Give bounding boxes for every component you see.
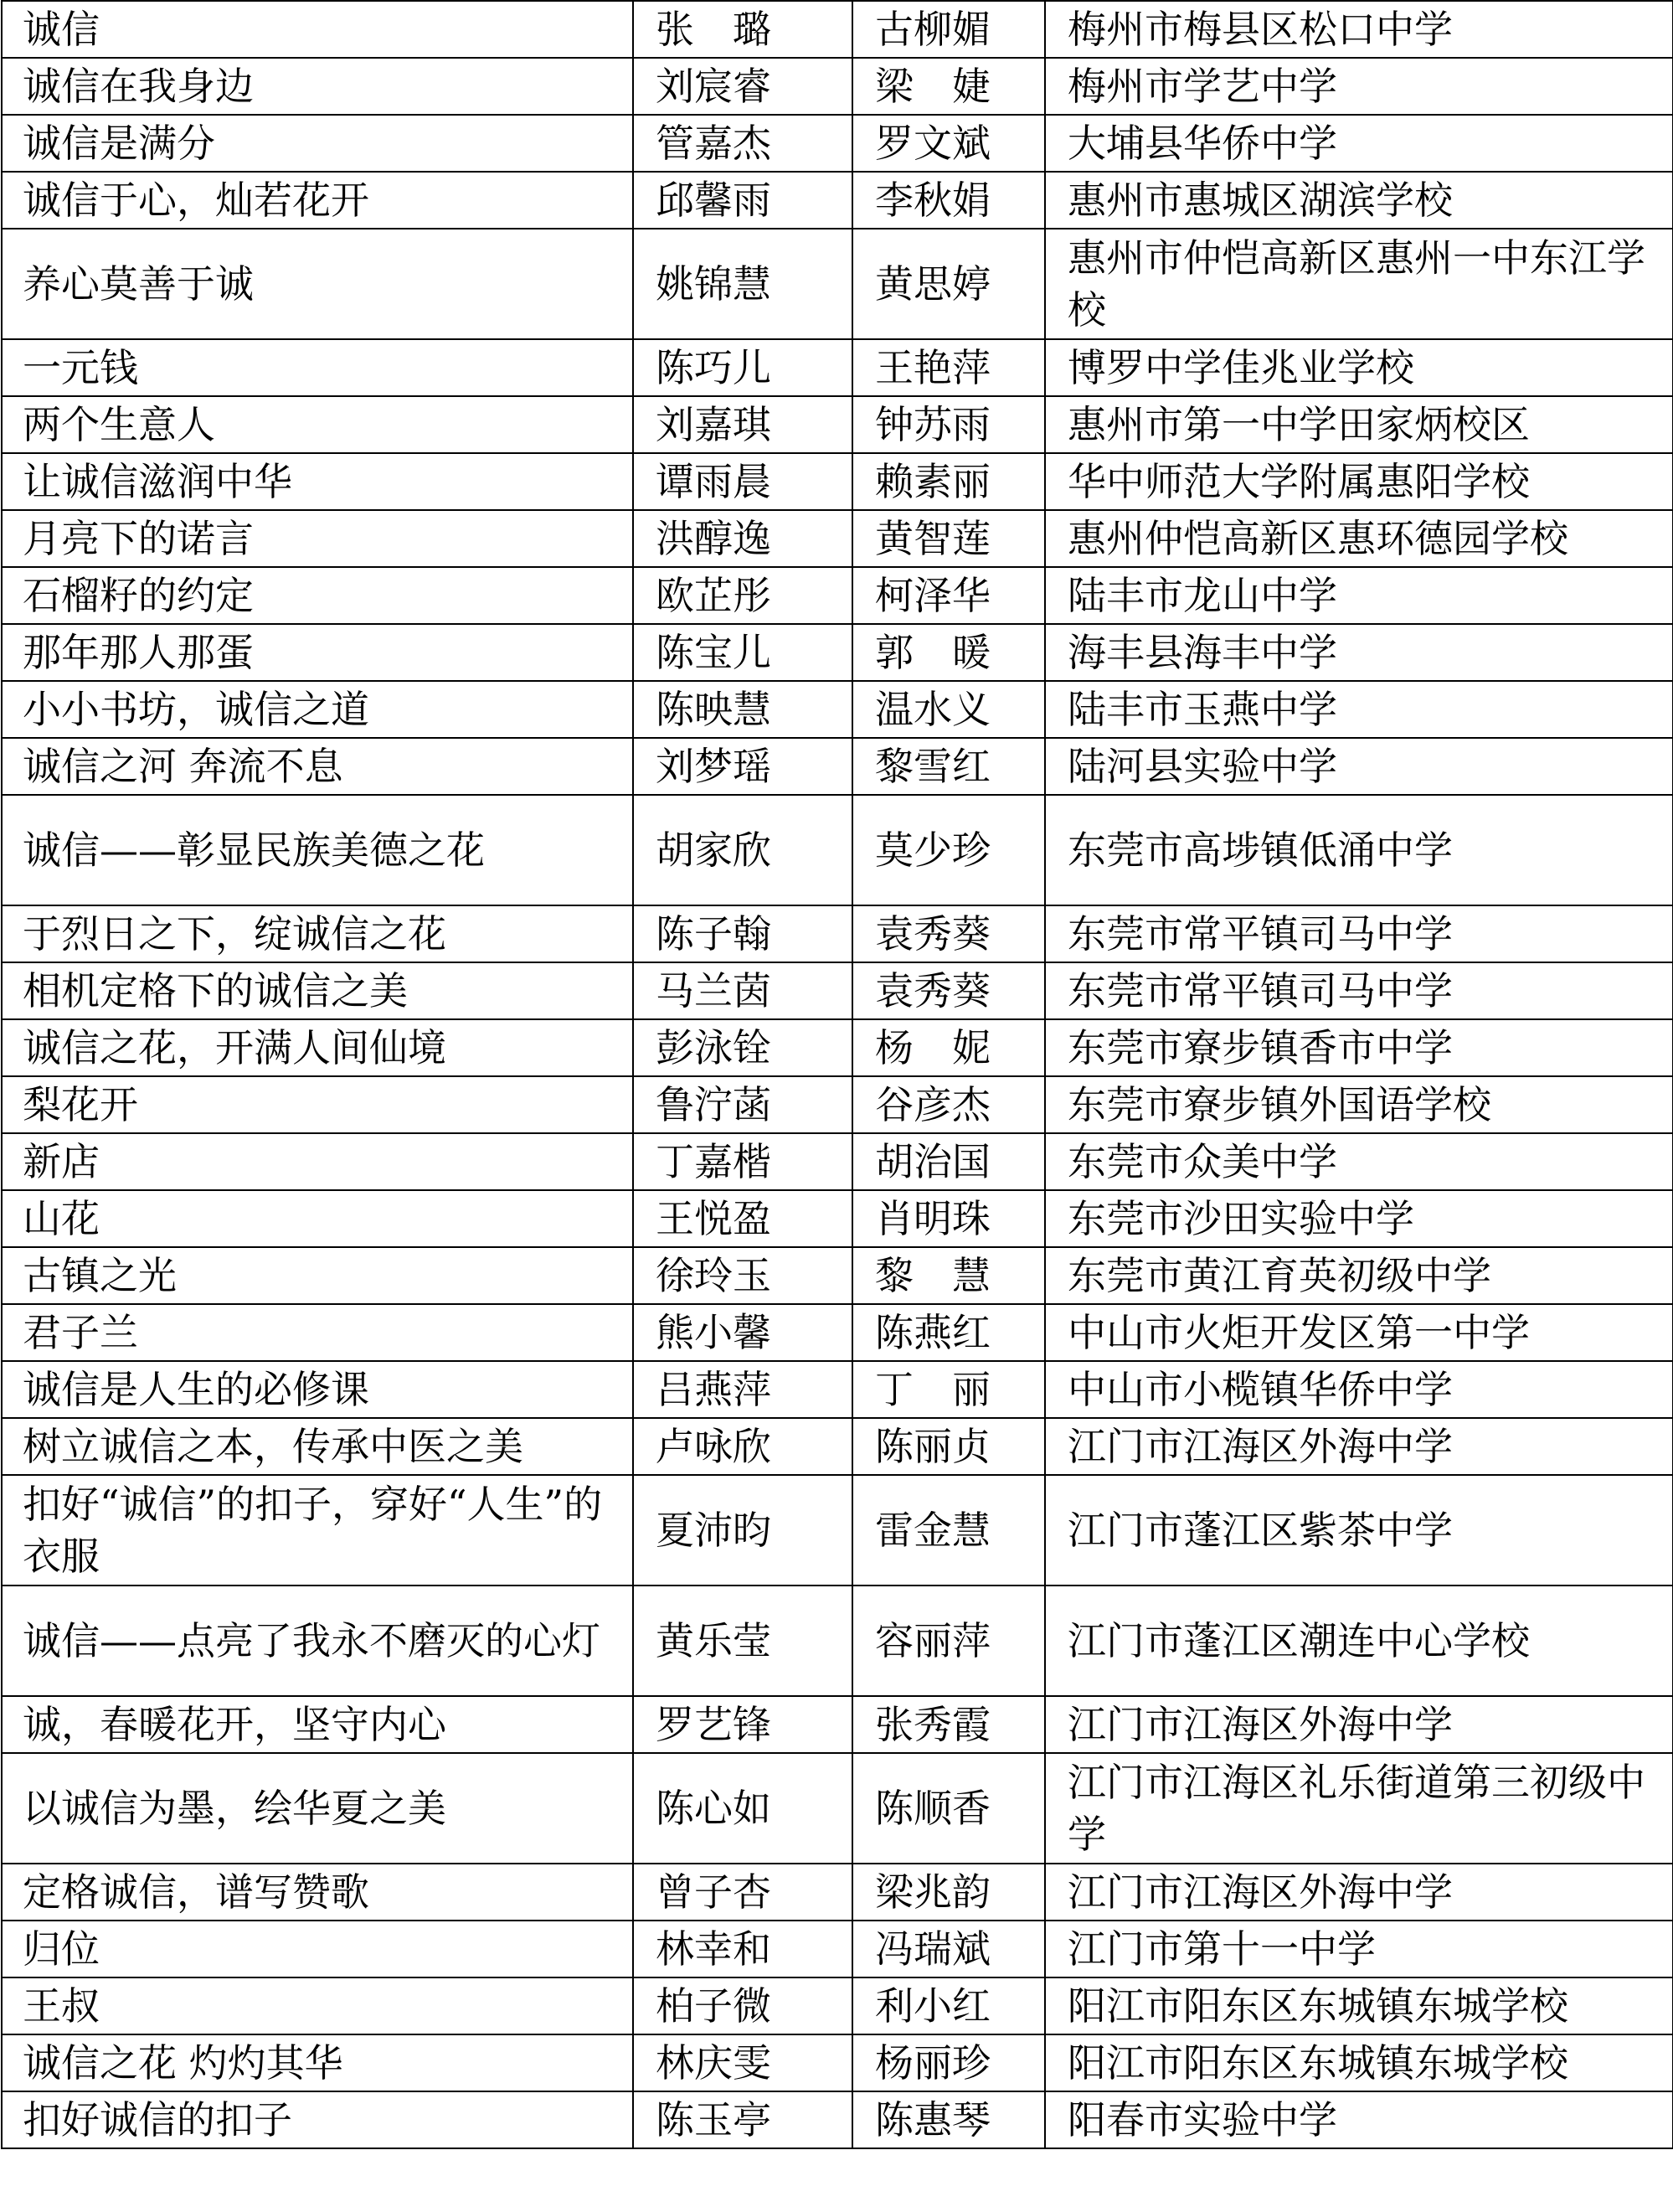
- table-row: [2, 795, 1673, 905]
- student-name-cell: 刘嘉琪: [633, 396, 852, 453]
- teacher-name-cell: 张秀霞: [852, 1696, 1045, 1753]
- table-row: [2, 1133, 1673, 1190]
- teacher-name-cell: 丁 丽: [852, 1361, 1045, 1418]
- teacher-name-cell: 古柳媚: [852, 1, 1045, 58]
- student-name-cell: 林幸和: [633, 1921, 852, 1977]
- student-name-cell: 陈映慧: [633, 681, 852, 738]
- student-name-cell: 陈玉亭: [633, 2091, 852, 2148]
- school-name-cell: 中山市火炬开发区第一中学: [1045, 1304, 1673, 1361]
- school-name-cell: 陆河县实验中学: [1045, 738, 1673, 795]
- student-name-cell: 刘宸睿: [633, 58, 852, 115]
- table-row: [2, 1418, 1673, 1475]
- school-name-cell: 江门市江海区外海中学: [1045, 1696, 1673, 1753]
- teacher-name-cell: 肖明珠: [852, 1190, 1045, 1247]
- table-row: [2, 1696, 1673, 1753]
- work-title-cell: 诚信于心，灿若花开: [2, 172, 633, 229]
- school-name-cell: 东莞市高埗镇低涌中学: [1045, 795, 1673, 905]
- teacher-name-cell: 杨 妮: [852, 1019, 1045, 1076]
- student-name-cell: 林庆雯: [633, 2034, 852, 2091]
- table-row: [2, 172, 1673, 229]
- school-name-cell: 江门市江海区礼乐街道第三初级中学: [1045, 1753, 1673, 1864]
- school-name-cell: 江门市江海区外海中学: [1045, 1418, 1673, 1475]
- work-title-cell: 两个生意人: [2, 396, 633, 453]
- table-row: [2, 1247, 1673, 1304]
- teacher-name-cell: 陈惠琴: [852, 2091, 1045, 2148]
- student-name-cell: 鲁泞菡: [633, 1076, 852, 1133]
- table-row: [2, 567, 1673, 624]
- teacher-name-cell: 黄智莲: [852, 510, 1045, 567]
- table-row: [2, 962, 1673, 1019]
- student-name-cell: 欧芷彤: [633, 567, 852, 624]
- teacher-name-cell: 谷彦杰: [852, 1076, 1045, 1133]
- student-name-cell: 洪醇逸: [633, 510, 852, 567]
- work-title-cell: 相机定格下的诚信之美: [2, 962, 633, 1019]
- work-title-cell: 诚，春暖花开，坚守内心: [2, 1696, 633, 1753]
- teacher-name-cell: 胡治国: [852, 1133, 1045, 1190]
- teacher-name-cell: 钟苏雨: [852, 396, 1045, 453]
- teacher-name-cell: 温水义: [852, 681, 1045, 738]
- work-title-cell: 诚信之花，开满人间仙境: [2, 1019, 633, 1076]
- teacher-name-cell: 陈顺香: [852, 1753, 1045, 1864]
- teacher-name-cell: 袁秀葵: [852, 905, 1045, 962]
- student-name-cell: 陈子翰: [633, 905, 852, 962]
- school-name-cell: 东莞市黄江育英初级中学: [1045, 1247, 1673, 1304]
- school-name-cell: 梅州市学艺中学: [1045, 58, 1673, 115]
- teacher-name-cell: 梁 婕: [852, 58, 1045, 115]
- student-name-cell: 管嘉杰: [633, 115, 852, 172]
- school-name-cell: 阳江市阳东区东城镇东城学校: [1045, 1977, 1673, 2034]
- teacher-name-cell: 陈丽贞: [852, 1418, 1045, 1475]
- student-name-cell: 胡家欣: [633, 795, 852, 905]
- school-name-cell: 阳江市阳东区东城镇东城学校: [1045, 2034, 1673, 2091]
- work-title-cell: 于烈日之下，绽诚信之花: [2, 905, 633, 962]
- table-row: [2, 1475, 1673, 1586]
- student-name-cell: 邱馨雨: [633, 172, 852, 229]
- work-title-cell: 古镇之光: [2, 1247, 633, 1304]
- work-title-cell: 树立诚信之本，传承中医之美: [2, 1418, 633, 1475]
- school-name-cell: 华中师范大学附属惠阳学校: [1045, 453, 1673, 510]
- school-name-cell: 陆丰市龙山中学: [1045, 567, 1673, 624]
- student-name-cell: 吕燕萍: [633, 1361, 852, 1418]
- table-row: [2, 229, 1673, 339]
- student-name-cell: 夏沛昀: [633, 1475, 852, 1586]
- work-title-cell: 小小书坊，诚信之道: [2, 681, 633, 738]
- work-title-cell: 扣好“诚信”的扣子，穿好“人生”的衣服: [2, 1475, 633, 1586]
- work-title-cell: 诚信——点亮了我永不磨灭的心灯: [2, 1586, 633, 1696]
- teacher-name-cell: 冯瑞斌: [852, 1921, 1045, 1977]
- work-title-cell: 归位: [2, 1921, 633, 1977]
- table-row: [2, 1586, 1673, 1696]
- table-row: [2, 396, 1673, 453]
- school-name-cell: 惠州市第一中学田家炳校区: [1045, 396, 1673, 453]
- work-title-cell: 定格诚信，谱写赞歌: [2, 1864, 633, 1921]
- teacher-name-cell: 赖素丽: [852, 453, 1045, 510]
- teacher-name-cell: 柯泽华: [852, 567, 1045, 624]
- teacher-name-cell: 容丽萍: [852, 1586, 1045, 1696]
- teacher-name-cell: 莫少珍: [852, 795, 1045, 905]
- table-row: [2, 1753, 1673, 1864]
- school-name-cell: 江门市江海区外海中学: [1045, 1864, 1673, 1921]
- school-name-cell: 中山市小榄镇华侨中学: [1045, 1361, 1673, 1418]
- table-row: [2, 339, 1673, 396]
- student-name-cell: 彭泳铨: [633, 1019, 852, 1076]
- school-name-cell: 江门市蓬江区紫茶中学: [1045, 1475, 1673, 1586]
- table-row: [2, 1304, 1673, 1361]
- school-name-cell: 梅州市梅县区松口中学: [1045, 1, 1673, 58]
- table-row: [2, 58, 1673, 115]
- school-name-cell: 陆丰市玉燕中学: [1045, 681, 1673, 738]
- work-title-cell: 王叔: [2, 1977, 633, 2034]
- table-row: [2, 2091, 1673, 2148]
- student-name-cell: 谭雨晨: [633, 453, 852, 510]
- work-title-cell: 月亮下的诺言: [2, 510, 633, 567]
- work-title-cell: 诚信——彰显民族美德之花: [2, 795, 633, 905]
- awards-table: [1, 0, 1673, 2149]
- student-name-cell: 罗艺锋: [633, 1696, 852, 1753]
- table-row: [2, 681, 1673, 738]
- teacher-name-cell: 利小红: [852, 1977, 1045, 2034]
- school-name-cell: 东莞市常平镇司马中学: [1045, 962, 1673, 1019]
- school-name-cell: 惠州仲恺高新区惠环德园学校: [1045, 510, 1673, 567]
- table-row: [2, 510, 1673, 567]
- table-row: [2, 905, 1673, 962]
- work-title-cell: 诚信是人生的必修课: [2, 1361, 633, 1418]
- table-row: [2, 1977, 1673, 2034]
- school-name-cell: 阳春市实验中学: [1045, 2091, 1673, 2148]
- work-title-cell: 石榴籽的约定: [2, 567, 633, 624]
- work-title-cell: 那年那人那蛋: [2, 624, 633, 681]
- student-name-cell: 王悦盈: [633, 1190, 852, 1247]
- table-row: [2, 1921, 1673, 1977]
- work-title-cell: 梨花开: [2, 1076, 633, 1133]
- work-title-cell: 新店: [2, 1133, 633, 1190]
- teacher-name-cell: 罗文斌: [852, 115, 1045, 172]
- student-name-cell: 黄乐莹: [633, 1586, 852, 1696]
- student-name-cell: 卢咏欣: [633, 1418, 852, 1475]
- teacher-name-cell: 郭 暖: [852, 624, 1045, 681]
- work-title-cell: 一元钱: [2, 339, 633, 396]
- work-title-cell: 扣好诚信的扣子: [2, 2091, 633, 2148]
- work-title-cell: 山花: [2, 1190, 633, 1247]
- student-name-cell: 丁嘉楷: [633, 1133, 852, 1190]
- student-name-cell: 徐玲玉: [633, 1247, 852, 1304]
- school-name-cell: 东莞市沙田实验中学: [1045, 1190, 1673, 1247]
- teacher-name-cell: 王艳萍: [852, 339, 1045, 396]
- school-name-cell: 东莞市常平镇司马中学: [1045, 905, 1673, 962]
- teacher-name-cell: 袁秀葵: [852, 962, 1045, 1019]
- teacher-name-cell: 雷金慧: [852, 1475, 1045, 1586]
- table-row: [2, 1, 1673, 58]
- student-name-cell: 姚锦慧: [633, 229, 852, 339]
- table-row: [2, 1864, 1673, 1921]
- school-name-cell: 江门市蓬江区潮连中心学校: [1045, 1586, 1673, 1696]
- student-name-cell: 张 璐: [633, 1, 852, 58]
- student-name-cell: 陈心如: [633, 1753, 852, 1864]
- teacher-name-cell: 黄思婷: [852, 229, 1045, 339]
- school-name-cell: 博罗中学佳兆业学校: [1045, 339, 1673, 396]
- school-name-cell: 东莞市寮步镇香市中学: [1045, 1019, 1673, 1076]
- table-row: [2, 453, 1673, 510]
- student-name-cell: 曾子杏: [633, 1864, 852, 1921]
- teacher-name-cell: 梁兆韵: [852, 1864, 1045, 1921]
- teacher-name-cell: 李秋娟: [852, 172, 1045, 229]
- teacher-name-cell: 杨丽珍: [852, 2034, 1045, 2091]
- table-row: [2, 738, 1673, 795]
- school-name-cell: 惠州市仲恺高新区惠州一中东江学校: [1045, 229, 1673, 339]
- student-name-cell: 陈巧儿: [633, 339, 852, 396]
- work-title-cell: 诚信之花 灼灼其华: [2, 2034, 633, 2091]
- table-row: [2, 115, 1673, 172]
- work-title-cell: 诚信是满分: [2, 115, 633, 172]
- table-row: [2, 1019, 1673, 1076]
- teacher-name-cell: 黎雪红: [852, 738, 1045, 795]
- school-name-cell: 海丰县海丰中学: [1045, 624, 1673, 681]
- school-name-cell: 惠州市惠城区湖滨学校: [1045, 172, 1673, 229]
- table-row: [2, 1190, 1673, 1247]
- work-title-cell: 诚信: [2, 1, 633, 58]
- awards-table-body: [2, 1, 1673, 2148]
- teacher-name-cell: 黎 慧: [852, 1247, 1045, 1304]
- student-name-cell: 陈宝儿: [633, 624, 852, 681]
- work-title-cell: 让诚信滋润中华: [2, 453, 633, 510]
- student-name-cell: 刘梦瑶: [633, 738, 852, 795]
- student-name-cell: 熊小馨: [633, 1304, 852, 1361]
- work-title-cell: 以诚信为墨，绘华夏之美: [2, 1753, 633, 1864]
- student-name-cell: 马兰茵: [633, 962, 852, 1019]
- work-title-cell: 诚信之河 奔流不息: [2, 738, 633, 795]
- work-title-cell: 君子兰: [2, 1304, 633, 1361]
- table-row: [2, 1076, 1673, 1133]
- table-row: [2, 1361, 1673, 1418]
- school-name-cell: 江门市第十一中学: [1045, 1921, 1673, 1977]
- work-title-cell: 诚信在我身边: [2, 58, 633, 115]
- work-title-cell: 养心莫善于诚: [2, 229, 633, 339]
- school-name-cell: 大埔县华侨中学: [1045, 115, 1673, 172]
- student-name-cell: 柏子微: [633, 1977, 852, 2034]
- teacher-name-cell: 陈燕红: [852, 1304, 1045, 1361]
- table-row: [2, 2034, 1673, 2091]
- table-row: [2, 624, 1673, 681]
- school-name-cell: 东莞市寮步镇外国语学校: [1045, 1076, 1673, 1133]
- school-name-cell: 东莞市众美中学: [1045, 1133, 1673, 1190]
